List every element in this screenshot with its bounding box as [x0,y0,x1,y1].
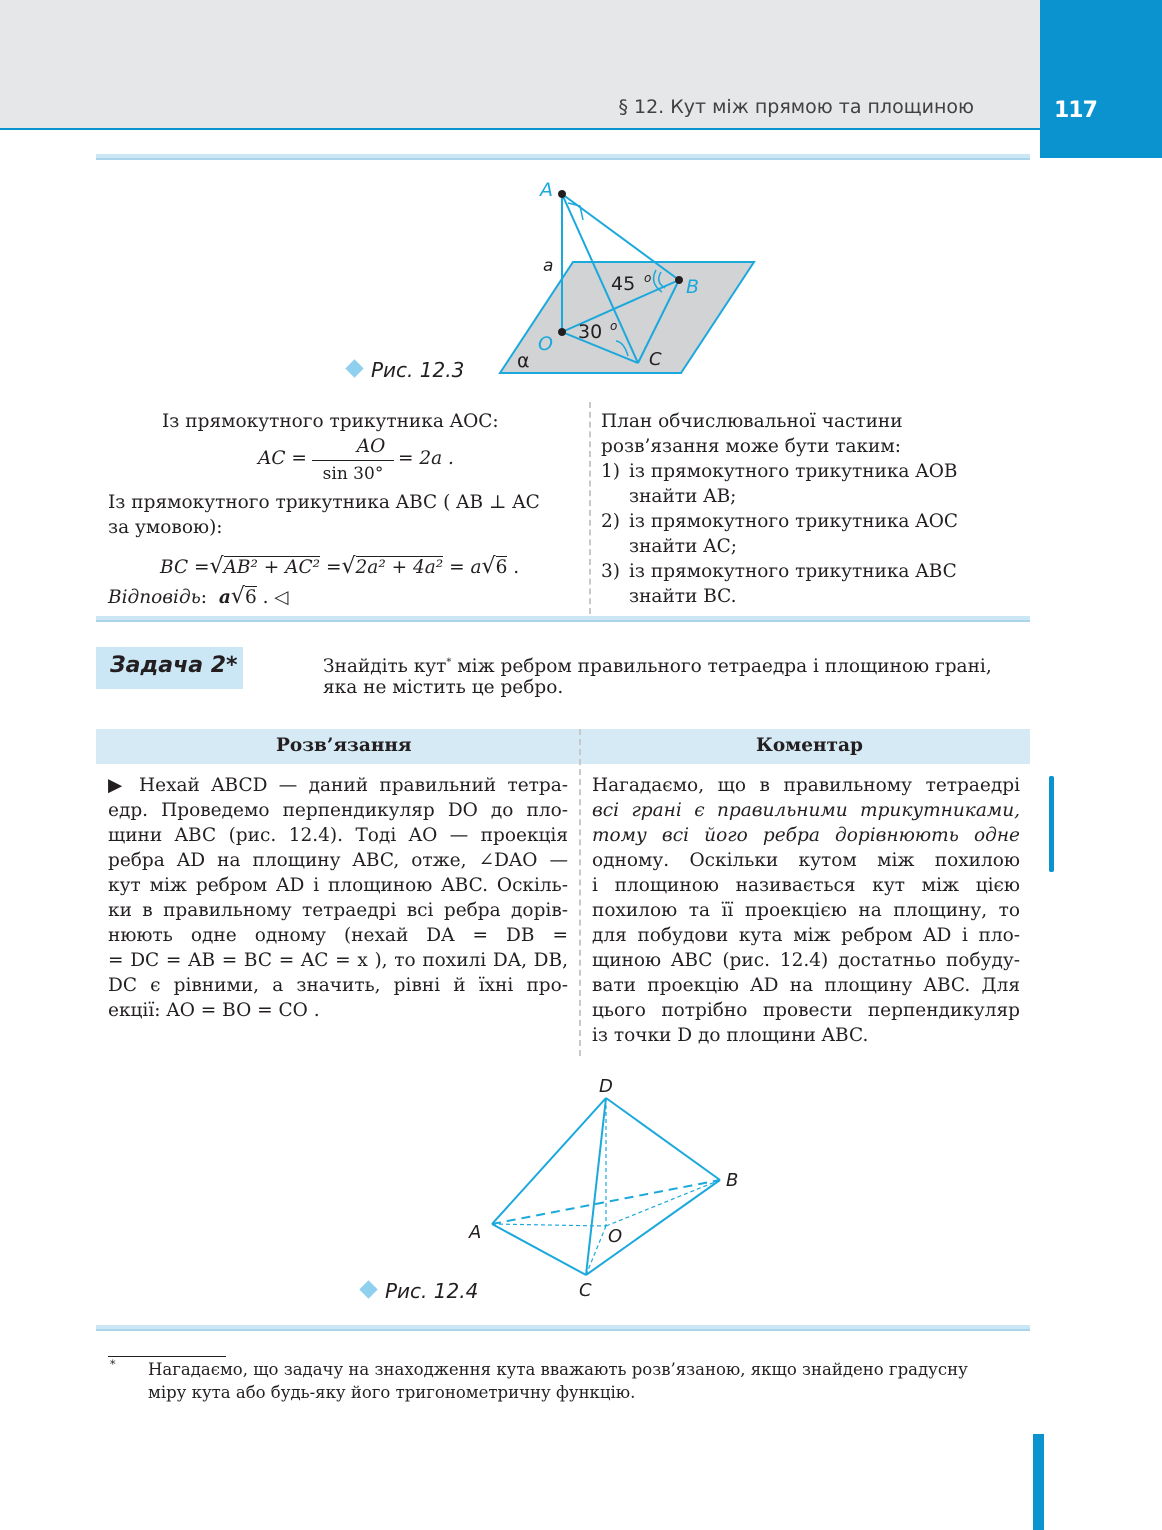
plan-item-3-sub: знайти BC. [629,586,737,607]
label-B: B [686,276,700,298]
solution1-line3: за умовою): [108,517,223,538]
page-edge-marker [1033,1434,1044,1530]
solution-line: = DC = AB = BC = AC = x ), то похилі DA, DB, [108,950,568,971]
comment-line: всі грані є правильними трикутниками, [592,800,1020,821]
label-O: O [538,333,553,355]
page-header [0,0,1162,130]
comment-line: для побудови кута між ребром AD і пло- [592,925,1020,946]
plan-item-2: із прямокутного трикутника AOC [629,511,959,532]
label-B: B [726,1170,739,1191]
solution-line: ребра AD на площину ABC, отже, ∠DAO — [108,850,568,871]
task-statement-line2: яка не містить це ребро. [323,677,564,698]
label-C: C [579,1280,592,1301]
label-D: D [599,1076,613,1097]
task-statement-line1: Знайдіть кут* між ребром правильного тетраедра і площиною грані, [323,656,992,678]
label-a: a [543,256,554,276]
comment-line: тому всі його ребра дорівнюють одне [592,825,1020,846]
diamond-icon [359,1280,377,1298]
solution-line: ки в правильному тетраедрі всі ребра дорів- [108,900,568,921]
solution1-line2: Із прямокутного трикутника ABC ( AB ⊥ AC [108,492,540,513]
figure-12-3-caption: Рис. 12.3 [348,358,464,382]
comment-line: Нагадаємо, що в правильному тетраедрі [592,775,1020,796]
page-number-tab [1040,0,1162,158]
solution-line-last: екції: AO = BO = CO . [108,1000,320,1021]
diamond-icon [345,359,363,377]
solution-line: ▶ Нехай ABCD — даний правильний тетра- [108,775,568,796]
answer-line: Відповідь: a√6 . ◁ [108,584,289,609]
label-deg-45: o [644,271,652,285]
plan-item-3-num: 3) [601,561,620,582]
comment-line: і площиною називається кут між цією [592,875,1020,896]
margin-marker [1049,776,1054,872]
plan-line2: розв’язання може бути таким: [601,436,901,457]
footnote-marker: * [110,1358,116,1371]
figure-12-4-caption: Рис. 12.4 [362,1279,478,1303]
page-number: 117 [1054,98,1097,123]
table-header-solution: Розв’язання [276,735,412,756]
plan-line1: План обчислювальної частини [601,411,903,432]
section-band-mid [96,616,1030,622]
label-alpha: α [517,350,530,372]
footnote-rule [108,1356,226,1357]
section-band-top [96,154,1030,160]
solution1-line1: Із прямокутного трикутника AOC: [162,411,499,432]
comment-line: похилою та її проекцією на площину, то [592,900,1020,921]
header-rule [0,128,1040,130]
solution-line: едр. Проведемо перпендикуляр DO до пло- [108,800,568,821]
plan-item-1: із прямокутного трикутника AOB [629,461,958,482]
solution-line: щини ABC (рис. 12.4). Тоді AO — проекція [108,825,568,846]
formula-bc: BC =√AB² + AC² =√2a² + 4a² = a√6 . [160,554,520,579]
table-column-divider [579,729,581,1056]
section-title: § 12. Кут між прямою та площиною [618,96,974,118]
label-deg-30: o [610,319,618,333]
plan-item-2-num: 2) [601,511,620,532]
label-A: A [540,179,553,201]
plan-item-3: із прямокутного трикутника ABC [629,561,957,582]
figure-12-4 [460,1072,750,1302]
plan-item-2-sub: знайти AC; [629,536,737,557]
comment-line: одному. Оскільки кутом між похилою [592,850,1020,871]
plan-item-1-sub: знайти AB; [629,486,737,507]
figure-12-3 [490,172,770,382]
section-band-bottom [96,1325,1030,1331]
comment-line: щиною ABC (рис. 12.4) достатньо побуду- [592,950,1020,971]
plan-item-1-num: 1) [601,461,620,482]
label-angle-30: 30 [578,321,603,343]
comment-line: вати проекцію AD на площину ABC. Для [592,975,1020,996]
solution-line: нюють одне одному (нехай DA = DB = [108,925,568,946]
footnote-line2: міру кута або будь-яку його тригонометричну функцію. [148,1383,636,1402]
footnote-line1: Нагадаємо, що задачу на знаходження кута вважають розв’язаною, якщо знайдено градусну [148,1360,968,1379]
table-header-comment: Коментар [756,735,863,756]
task-label: Задача 2* [110,653,238,678]
fraction-bar [312,460,394,461]
label-O: O [608,1226,623,1247]
solution-line: DC є рівними, а значить, рівні й їхні про- [108,975,568,996]
label-A: A [469,1222,482,1243]
solution-line: кут між ребром AD і площиною ABC. Оскіль- [108,875,568,896]
table-header [96,729,1030,764]
comment-line-last: із точки D до площини ABC. [592,1025,869,1046]
label-C: C [649,349,662,370]
label-angle-45: 45 [611,273,636,295]
comment-line: цього потрібно провести перпендикуляр [592,1000,1020,1021]
column-divider [589,402,591,614]
